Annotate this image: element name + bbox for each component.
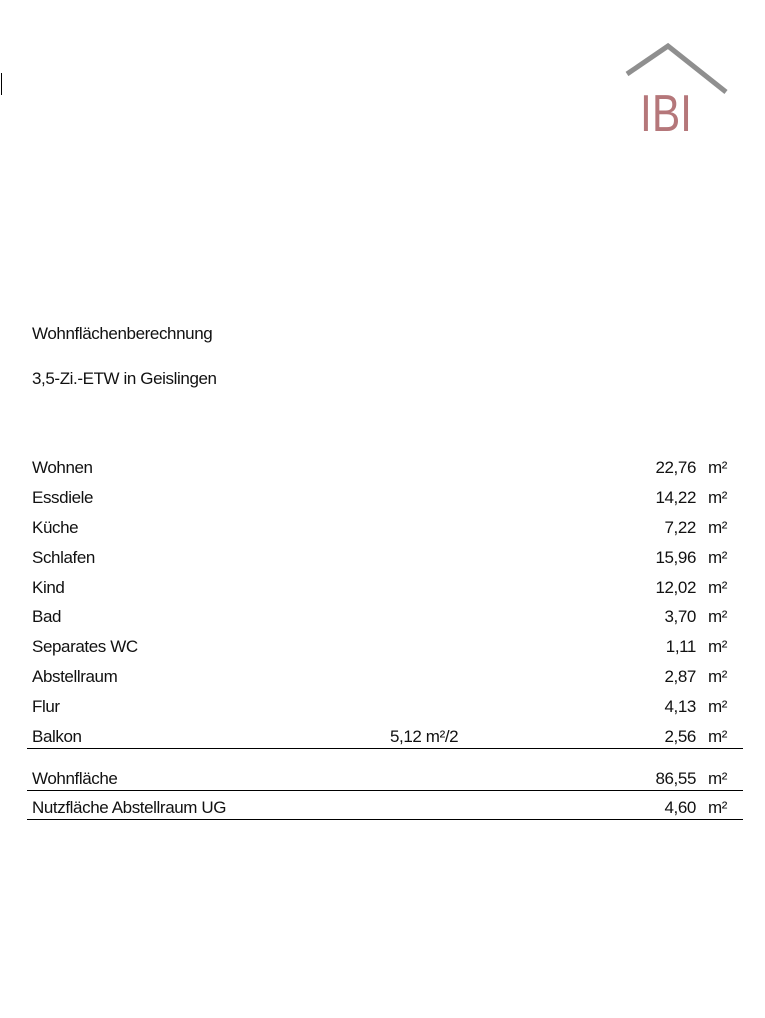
- living-area-value: 86,55: [655, 769, 696, 788]
- room-row: [27, 575, 743, 601]
- room-area-value: 4,13: [664, 697, 696, 716]
- room-area-unit: m²: [708, 458, 728, 477]
- room-area-value: 3,70: [664, 607, 696, 626]
- room-label: Wohnen: [32, 458, 93, 477]
- room-row: [27, 485, 743, 511]
- balkon-calculation-note: 5,12 m²/2: [390, 727, 459, 746]
- room-label: Abstellraum: [32, 667, 118, 686]
- living-area-unit: m²: [708, 769, 728, 788]
- room-label: Separates WC: [32, 637, 138, 656]
- room-row-balkon: [27, 724, 743, 750]
- room-row: [27, 664, 743, 690]
- room-area-unit: m²: [708, 518, 728, 537]
- living-area-total-row: [27, 766, 743, 792]
- room-label: Flur: [32, 697, 60, 716]
- room-area-unit: m²: [708, 578, 728, 597]
- room-label: Schlafen: [32, 548, 95, 567]
- logo-letters: IBI: [640, 85, 692, 134]
- room-label: Bad: [32, 607, 62, 626]
- room-area-value: 1,11: [665, 637, 696, 656]
- room-area-unit: m²: [708, 637, 728, 656]
- room-area-unit: m²: [708, 727, 728, 746]
- document-subtitle: 3,5-Zi.-ETW in Geislingen: [32, 369, 217, 388]
- room-area-value: 2,56: [664, 727, 696, 746]
- room-row: [27, 455, 743, 481]
- storage-area-value: 4,60: [664, 798, 696, 817]
- room-area-unit: m²: [708, 488, 728, 507]
- room-area-value: 22,76: [655, 458, 696, 477]
- storage-area-unit: m²: [708, 798, 728, 817]
- room-label: Kind: [32, 578, 65, 597]
- room-area-unit: m²: [708, 667, 728, 686]
- room-area-value: 14,22: [655, 488, 696, 507]
- room-area-unit: m²: [708, 548, 728, 567]
- room-area-unit: m²: [708, 697, 728, 716]
- room-row: [27, 545, 743, 571]
- room-row: [27, 694, 743, 720]
- room-row: [27, 634, 743, 660]
- ibi-logo: [624, 42, 730, 134]
- living-area-label: Wohnfläche: [32, 769, 118, 788]
- room-row: [27, 604, 743, 630]
- text-cursor: [1, 73, 2, 95]
- room-label: Küche: [32, 518, 79, 537]
- room-row: [27, 515, 743, 541]
- bottom-divider: [27, 819, 743, 820]
- subtotal-divider: [27, 748, 743, 749]
- storage-area-label: Nutzfläche Abstellraum UG: [32, 798, 227, 817]
- room-area-unit: m²: [708, 607, 728, 626]
- room-label: Essdiele: [32, 488, 94, 507]
- room-area-value: 2,87: [664, 667, 696, 686]
- document-title: Wohnflächenberechnung: [32, 324, 213, 343]
- total-divider: [27, 790, 743, 791]
- room-area-value: 15,96: [655, 548, 696, 567]
- room-area-value: 7,22: [664, 518, 696, 537]
- room-area-value: 12,02: [655, 578, 696, 597]
- storage-area-row: [27, 795, 743, 821]
- room-label: Balkon: [32, 727, 82, 746]
